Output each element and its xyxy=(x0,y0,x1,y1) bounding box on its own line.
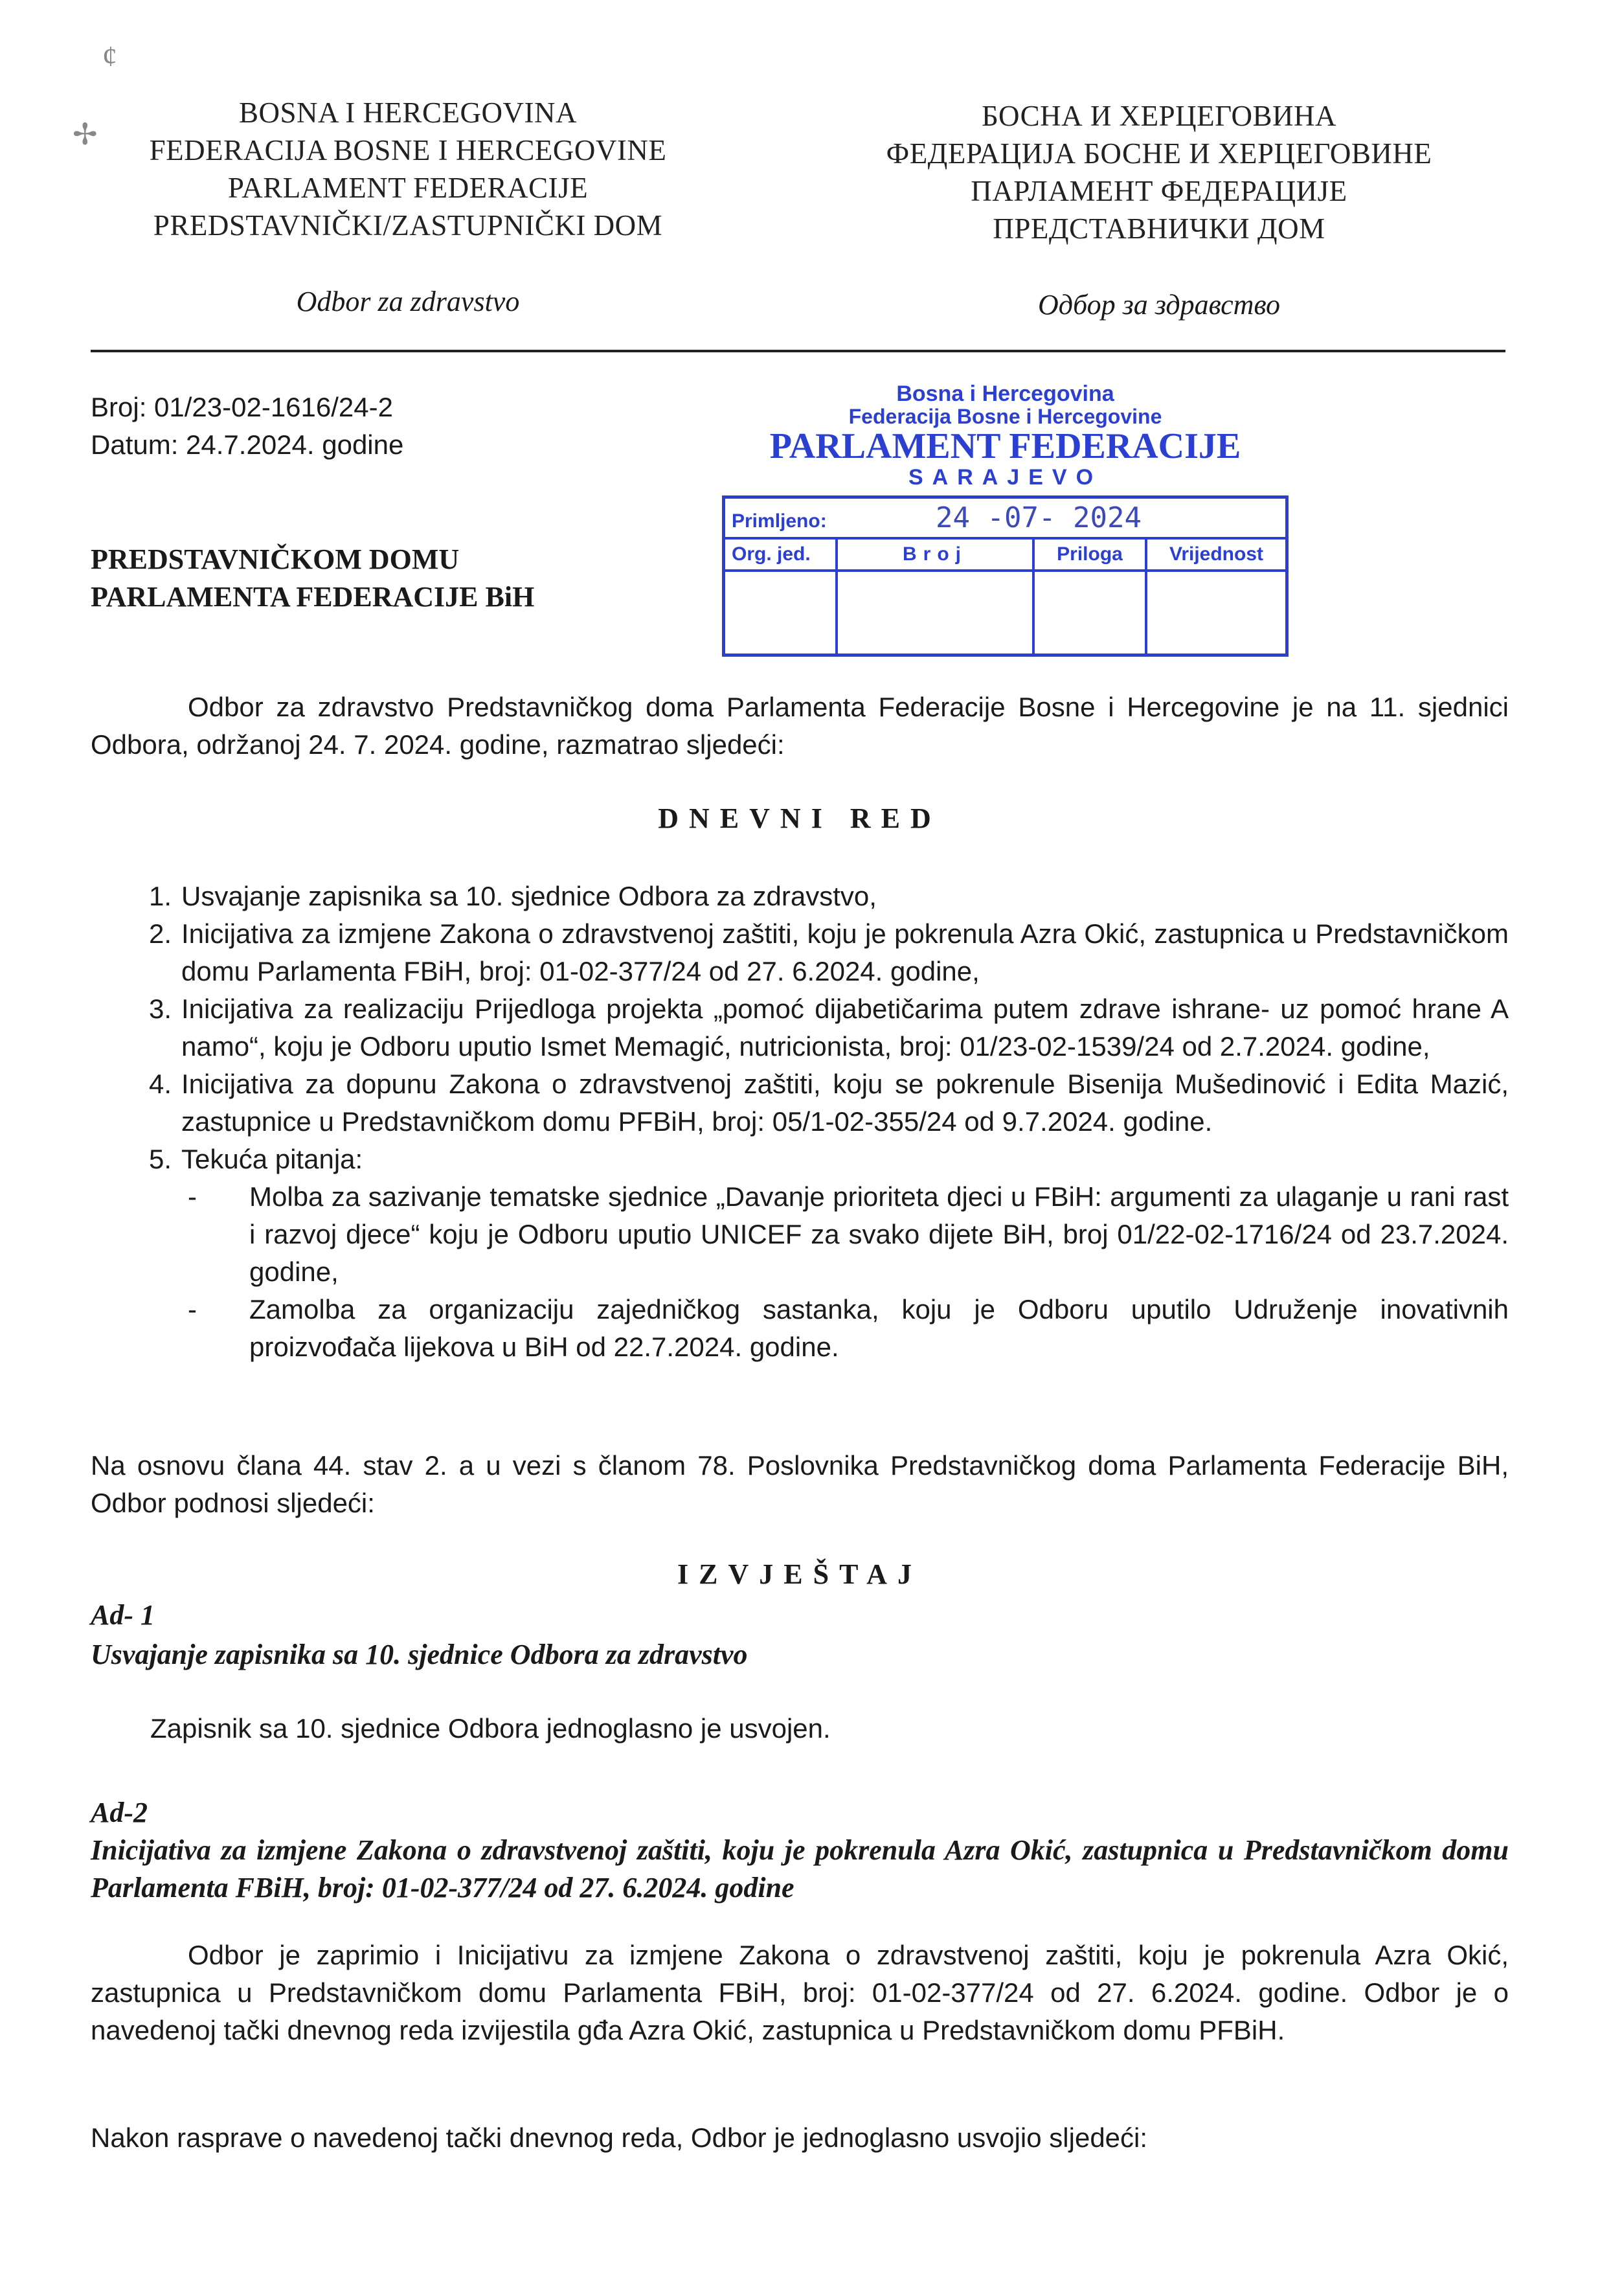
recipient xyxy=(91,541,673,616)
header-left-dept: Odbor za zdravstvo xyxy=(296,286,520,317)
agenda-item xyxy=(91,915,1509,990)
agenda-item-text: Inicijativa za realizaciju Prijedloga projekta „pomoć dijabetičarima putem zdrave ishrane- uz pomoć hrane A namo“, koju je Odboru uputio Ismet Memagić, nutricionista, broj: 01/23-02-1539/24 od 2.7.2024. godine, xyxy=(181,994,1509,1062)
recipient-line1: PREDSTAVNIČKOM DOMU xyxy=(91,543,460,575)
stamp-received-label: Primljeno: xyxy=(732,510,827,532)
intro-text: Odbor za zdravstvo Predstavničkog doma Parlamenta Federacije Bosne i Hercegovine je na 11. sjednici Odbora, održanoj 24. 7. 2024. godine, razmatrao sljedeći: xyxy=(91,692,1509,760)
coat-of-arms-mark-2: ✢ xyxy=(73,118,98,151)
agenda-list xyxy=(91,878,1509,1366)
agenda-item-number: 2. xyxy=(149,918,172,949)
agenda-item-text: Tekuća pitanja: xyxy=(181,1144,363,1174)
header-left-line2: FEDERACIJA BOSNE I HERCEGOVINE xyxy=(149,134,667,166)
stamp-col-org: Org. jed. xyxy=(724,538,837,571)
header-right xyxy=(855,97,1463,247)
agenda-item xyxy=(91,1141,1509,1366)
intro-paragraph xyxy=(91,688,1509,764)
header-rule xyxy=(91,350,1505,352)
stamp-col-number: Broj xyxy=(837,538,1033,571)
stamp-cell-3 xyxy=(1033,571,1146,655)
agenda-item xyxy=(91,1065,1509,1141)
current-items-list xyxy=(181,1178,1509,1366)
ad1-label: Ad- 1 xyxy=(91,1599,155,1631)
current-item xyxy=(181,1291,1509,1366)
header-right-line4: ПРЕДСТАВНИЧКИ ДОМ xyxy=(993,212,1325,245)
received-stamp xyxy=(722,382,1289,654)
stamp-col-attachments: Priloga xyxy=(1033,538,1146,571)
stamp-line2: Federacija Bosne i Hercegovine xyxy=(848,405,1162,428)
header-right-line2: ФЕДЕРАЦИЈА БОСНЕ И ХЕРЦЕГОВИНЕ xyxy=(886,137,1432,170)
header-right-line3: ПАРЛАМЕНТ ФЕДЕРАЦИЈЕ xyxy=(971,175,1347,207)
stamp-line4: SARAJEVO xyxy=(908,465,1103,490)
stamp-line3: PARLAMENT FEDERACIJE xyxy=(769,426,1241,466)
recipient-line2: PARLAMENTA FEDERACIJE BiH xyxy=(91,581,535,613)
stamp-cell-2 xyxy=(837,571,1033,655)
agenda-item xyxy=(91,990,1509,1065)
current-item-text: Zamolba za organizaciju zajedničkog sastanka, koju je Odboru uputilo Udruženje inovativnih proizvođača lijekova u BiH od 22.7.2024. godine. xyxy=(249,1294,1509,1362)
ad2-text: Odbor je zaprimio i Inicijativu za izmjene Zakona o zdravstvenoj zaštiti, koju je pokrenula Azra Okić, zastupnica u Predstavničkom domu Parlamenta FBiH, broj: 01-02-377/24 od 27. 6.2024. godine. Odbor je o navedenoj tački dnevnog reda izvijestila gđa Azra Okić, zastupnica u Predstavničkom domu PFBiH. xyxy=(91,1940,1509,2045)
stamp-line1: Bosna i Hercegovina xyxy=(896,381,1114,406)
document-meta xyxy=(91,389,609,464)
stamp-table xyxy=(722,495,1289,657)
report-title: IZVJEŠTAJ xyxy=(677,1558,922,1590)
agenda-item-number: 5. xyxy=(149,1144,172,1174)
document-date: Datum: 24.7.2024. godine xyxy=(91,429,404,460)
header-right-dept: Одбор за здравство xyxy=(1038,289,1280,321)
dash-bullet: - xyxy=(188,1294,197,1324)
agenda-item xyxy=(91,878,1509,915)
stamp-received-row xyxy=(724,497,1287,539)
current-item-text: Molba za sazivanje tematske sjednice „Davanje prioriteta djeci u FBiH: argumenti za ulaganje u rani rast i razvoj djece“ koju je Odboru uputio UNICEF za svako dijete BiH, broj 01/22-02-1716/24 od 23.7.2024. godine, xyxy=(249,1181,1509,1287)
basis-paragraph: Na osnovu člana 44. stav 2. a u vezi s članom 78. Poslovnika Predstavničkog doma Parlamenta Federacije BiH, Odbor podnosi sljedeći: xyxy=(91,1450,1509,1518)
stamp-received-date: 24 -07- 2024 xyxy=(936,501,1142,534)
ad2-label: Ad-2 xyxy=(91,1797,148,1828)
header-left-line4: PREDSTAVNIČKI/ZASTUPNIČKI DOM xyxy=(153,209,663,242)
closing-paragraph: Nakon rasprave o navedenoj tački dnevnog reda, Odbor je jednoglasno usvojio sljedeći: xyxy=(91,2122,1148,2153)
agenda-item-number: 3. xyxy=(149,994,172,1024)
agenda-item-text: Inicijativa za izmjene Zakona o zdravstvenoj zaštiti, koju je pokrenula Azra Okić, zastupnica u Predstavničkom domu Parlamenta FBiH, broj: 01-02-377/24 od 27. 6.2024. godine, xyxy=(181,918,1509,986)
header-left xyxy=(104,94,712,244)
agenda-title: DNEVNI RED xyxy=(658,802,941,834)
header-left-line3: PARLAMENT FEDERACIJE xyxy=(227,172,589,204)
dash-bullet: - xyxy=(188,1181,197,1212)
document-number: Broj: 01/23-02-1616/24-2 xyxy=(91,392,393,422)
agenda-item-number: 1. xyxy=(149,881,172,911)
stamp-cell-1 xyxy=(724,571,837,655)
agenda-item-number: 4. xyxy=(149,1069,172,1099)
ad1-title: Usvajanje zapisnika sa 10. sjednice Odbora za zdravstvo xyxy=(91,1639,748,1670)
ad1-text: Zapisnik sa 10. sjednice Odbora jednoglasno je usvojen. xyxy=(150,1713,831,1744)
header-right-line1: БОСНА И ХЕРЦЕГОВИНА xyxy=(982,100,1336,132)
header-left-line1: BOSNA I HERCEGOVINA xyxy=(238,97,577,129)
agenda-item-text: Inicijativa za dopunu Zakona o zdravstvenoj zaštiti, koju se pokrenule Bisenija Mušedinović i Edita Mazić, zastupnice u Predstavničkom domu PFBiH, broj: 05/1-02-355/24 od 9.7.2024. godine. xyxy=(181,1069,1509,1137)
coat-of-arms-mark: ¢ xyxy=(102,40,117,73)
ad2-title: Inicijativa za izmjene Zakona o zdravstvenoj zaštiti, koju je pokrenula Azra Okić, zastupnica u Predstavničkom domu Parlamenta FBiH, broj: 01-02-377/24 od 27. 6.2024. godine xyxy=(91,1834,1509,1904)
stamp-cell-4 xyxy=(1146,571,1287,655)
stamp-col-value: Vrijednost xyxy=(1146,538,1287,571)
current-item xyxy=(181,1178,1509,1291)
agenda-item-text: Usvajanje zapisnika sa 10. sjednice Odbora za zdravstvo, xyxy=(181,881,877,911)
